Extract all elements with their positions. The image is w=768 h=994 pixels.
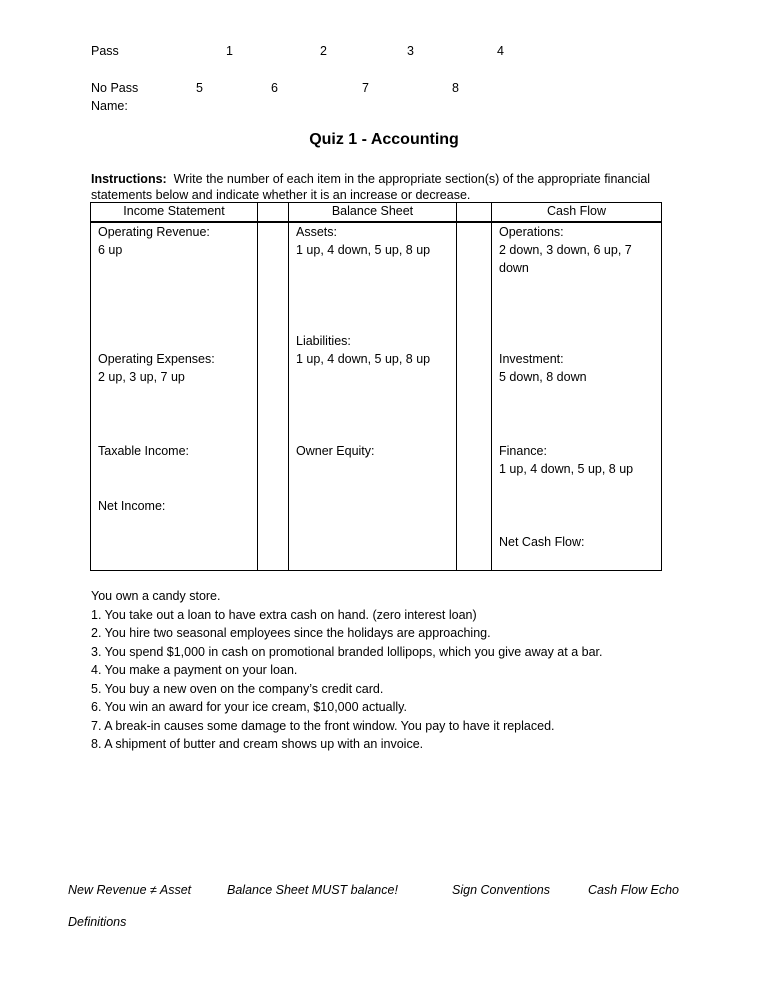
operating-expenses-label: Operating Expenses: — [98, 352, 215, 366]
instructions-text: Write the number of each item in the appropriate section(s) of the appropriate financial statements below and indicate whether it is an increase or decrease. — [91, 172, 651, 202]
operations-value: 2 down, 3 down, 6 up, 7 down — [499, 243, 632, 275]
list-item: 3. You spend $1,000 in cash on promotional branded lollipops, which you give away at a bar. — [91, 644, 603, 659]
income-statement-cell — [91, 222, 258, 571]
pass-number-2: 2 — [320, 44, 327, 58]
balance-sheet-cell — [289, 222, 457, 571]
list-item: 2. You hire two seasonal employees since the holidays are approaching. — [91, 626, 491, 640]
footer-link-balance-sheet[interactable]: Balance Sheet MUST balance! — [227, 883, 398, 897]
name-label: Name: — [91, 99, 128, 113]
nopass-number-6: 6 — [271, 81, 278, 95]
scenario-list — [91, 587, 602, 754]
nopass-label: No Pass — [91, 81, 139, 95]
assets-label: Assets: — [296, 225, 337, 239]
investment-value: 5 down, 8 down — [499, 370, 587, 384]
liabilities-value: 1 up, 4 down, 5 up, 8 up — [296, 352, 431, 366]
nopass-number-8: 8 — [452, 81, 459, 95]
list-item: 7. A break-in causes some damage to the front window. You pay to have it replaced. — [91, 718, 555, 733]
scenario-intro: You own a candy store. — [91, 589, 221, 603]
assets-value: 1 up, 4 down, 5 up, 8 up — [296, 243, 431, 257]
pass-number-1: 1 — [226, 44, 233, 58]
pass-label: Pass — [91, 44, 119, 58]
pass-number-4: 4 — [497, 44, 504, 58]
nopass-number-5: 5 — [196, 81, 203, 95]
finance-label: Finance: — [499, 444, 547, 458]
finance-value: 1 up, 4 down, 5 up, 8 up — [499, 462, 634, 476]
operating-revenue-label: Operating Revenue: — [98, 225, 210, 239]
header-spacer — [258, 203, 289, 223]
instructions — [91, 171, 661, 203]
taxable-income-label: Taxable Income: — [98, 444, 190, 458]
list-item: 4. You make a payment on your loan. — [91, 663, 298, 677]
footer-link-definitions[interactable]: Definitions — [68, 915, 127, 929]
header-balance-sheet: Balance Sheet — [289, 203, 457, 223]
liabilities-label: Liabilities: — [296, 334, 351, 348]
list-item: 1. You take out a loan to have extra cash on hand. (zero interest loan) — [91, 607, 477, 622]
list-item: 8. A shipment of butter and cream shows up with an invoice. — [91, 737, 424, 751]
header-cash-flow: Cash Flow — [492, 203, 662, 223]
owner-equity-label: Owner Equity: — [296, 444, 375, 458]
statements-table — [90, 202, 662, 571]
net-income-label: Net Income: — [98, 499, 166, 513]
operating-expenses-value: 2 up, 3 up, 7 up — [98, 370, 185, 384]
operating-revenue-value: 6 up — [98, 243, 123, 257]
header-income-statement: Income Statement — [91, 203, 258, 223]
nopass-number-7: 7 — [362, 81, 369, 95]
list-item: 6. You win an award for your ice cream, $10,000 actually. — [91, 700, 407, 714]
spacer-column — [258, 222, 289, 571]
spacer-column — [457, 222, 492, 571]
footer-link-cash-flow-echo[interactable]: Cash Flow Echo — [588, 883, 680, 897]
list-item: 5. You buy a new oven on the company’s credit card. — [91, 681, 384, 696]
header-spacer — [457, 203, 492, 223]
instructions-lead: Instructions: — [91, 172, 167, 186]
investment-label: Investment: — [499, 352, 564, 366]
footer-link-sign-conventions[interactable]: Sign Conventions — [452, 883, 550, 897]
footer-link-new-revenue[interactable]: New Revenue ≠ Asset — [68, 883, 192, 897]
table-header-row — [91, 203, 662, 223]
operations-label: Operations: — [499, 225, 564, 239]
cash-flow-cell — [492, 222, 662, 571]
net-cash-flow-label: Net Cash Flow: — [499, 535, 585, 549]
table-body-row — [91, 222, 662, 571]
page-title: Quiz 1 - Accounting — [309, 131, 459, 148]
pass-number-3: 3 — [407, 44, 414, 58]
